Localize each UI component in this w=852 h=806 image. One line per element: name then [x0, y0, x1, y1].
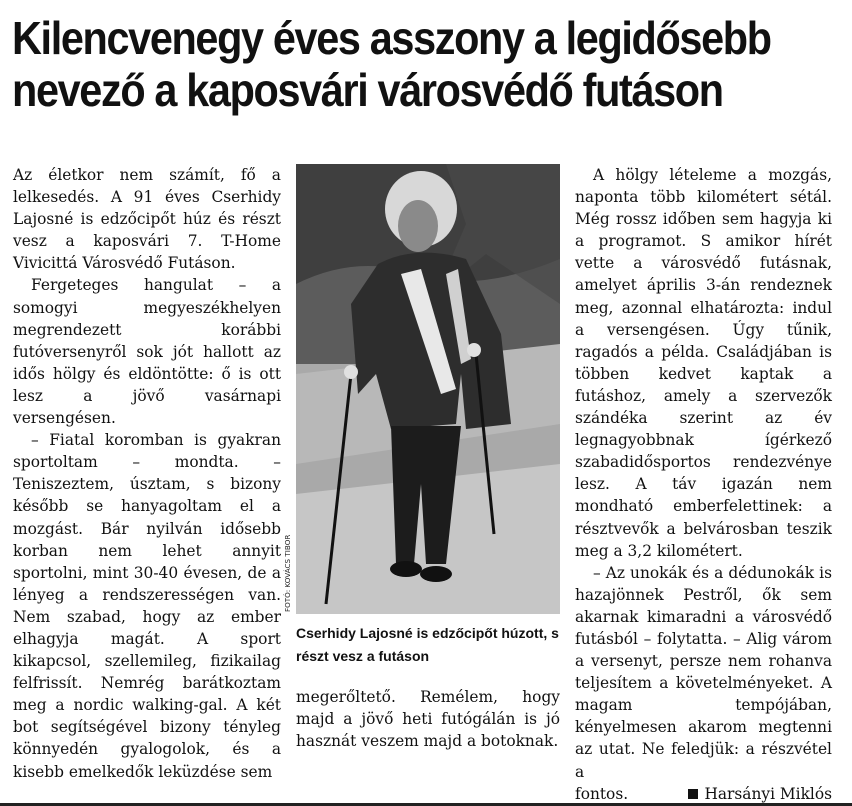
photo-elderly-woman-nordic-walking: [296, 164, 560, 614]
paragraph: Fergeteges hangulat – a somogyi megyeszékhelyen megrendezett korábbi futóversenyről sok jót hallott az idős hölgy és eldöntötte: ő is ott lesz a jövő vasárnapi versengésen.: [13, 276, 281, 428]
article-photo: [296, 164, 560, 614]
paragraph-continued: megerőltető. Remélem, hogy majd a jövő heti futógálán is jó hasznát veszem majd a botoknak.: [296, 688, 560, 751]
author-byline: [688, 783, 832, 805]
photo-credit: FOTÓ: KOVÁCS TIBOR: [283, 534, 292, 612]
paragraph-quote: – Fiatal koromban is gyakran sportoltam – mondta. – Teniszeztem, úsztam, s bizony később se hanyagoltam el a mozgást. Bár nyilván idősebb korban nem lehet annyit sportolni, mint 30-40 évesen, de a lényeg a rendszerességen van. Nem szabad, hogy az ember elhagyja magát. A sport kikapcsol, szellemileg, fizikailag felfrissít. Nemrég barátkoztam meg a nordic walking-gal. A két bot segítségével bizony tényleg könnyedén gyalogolok, és a kisebb emelkedők leküzdése sem: [13, 431, 281, 781]
article-column-2: [296, 686, 560, 752]
headline-line-1: Kilencvenegy éves asszony a legidősebb: [12, 12, 771, 64]
paragraph: A hölgy lételeme a mozgás, naponta több kilométert sétál. Még rossz időben sem hagyja ki a programot. S amikor hírét vette a városvédő futásnak, amelyet április 3-án rendeznek meg, azonnal elhatározta: indul a versengésen. Úgy tűnik, ragadós a példa. Családjában is többen kedvet kaptak a futáshoz, amely a szervezők szándéka szerint az év legnagyobbnak ígérkező szabadidősportos rendezvénye lesz. A táv igazán nem mondható emberfelettinek: a résztvevők a belvárosban teszik meg a 3,2 kilométert.: [575, 166, 832, 560]
photo-caption: Cserhidy Lajosné is edzőcipőt húzott, s részt vesz a futáson: [296, 625, 559, 664]
paragraph-intro: Az életkor nem számít, fő a lelkesedés. A 91 éves Cserhidy Lajosné is edzőcipőt húz és részt vesz a kaposvári 7. T-Home Vivicittá Városvédő Futáson.: [13, 166, 281, 273]
author-name: Harsányi Miklós: [704, 784, 832, 803]
last-word: fontos.: [575, 784, 629, 803]
paragraph-quote: – Az unokák és a dédunokák is hazajönnek Pestről, ők sem akarnak kimaradni a városvédő futásból – folytatta. – Alig várom a versenyt, persze nem rohanva teljesítem a követelményeket. A magam tempójában, kényelmesen akarom megtenni az utat. Ne feledjük: a részvétel a: [575, 563, 832, 781]
headline: [12, 12, 771, 116]
byline-row: [575, 783, 832, 805]
headline-line-2: nevező a kaposvári városvédő futáson: [12, 64, 723, 116]
square-bullet-icon: [688, 789, 698, 799]
article-column-1: [13, 164, 281, 783]
article-column-3: [575, 164, 832, 805]
